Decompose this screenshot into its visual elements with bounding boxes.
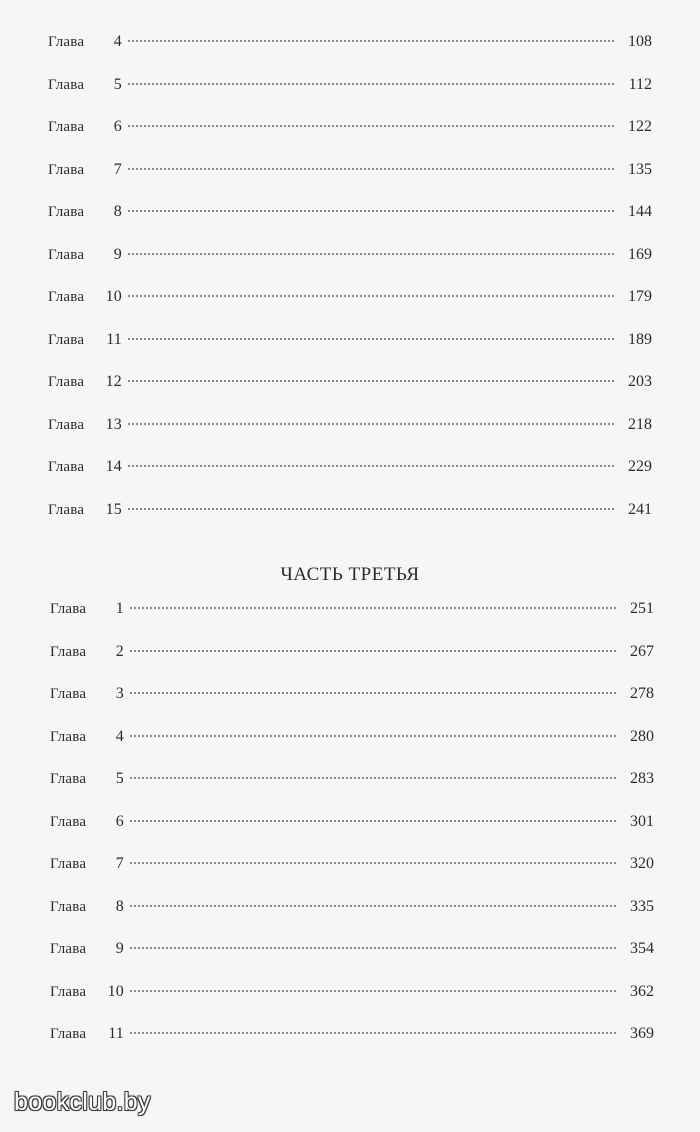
chapter-number: 6 (113, 118, 122, 135)
dot-leader (130, 862, 616, 864)
chapter-number: 12 (105, 373, 122, 390)
toc-entry (50, 855, 654, 898)
page-number: 179 (628, 288, 652, 305)
chapter-word: Глава (50, 941, 87, 957)
chapter-number: 4 (113, 33, 122, 50)
toc-entry (48, 203, 652, 246)
dot-leader (128, 168, 614, 170)
chapter-number: 1 (115, 600, 124, 617)
dot-leader (128, 125, 614, 127)
dot-leader (128, 338, 614, 340)
toc-entry (50, 685, 654, 728)
page-number: 241 (628, 500, 652, 518)
chapter-label (50, 770, 124, 788)
dot-leader (128, 423, 614, 425)
dot-leader (128, 508, 614, 510)
chapter-word: Глава (48, 501, 85, 518)
chapter-word: Глава (50, 728, 87, 745)
dot-leader (128, 380, 614, 382)
toc-entry (50, 1025, 654, 1068)
chapter-label (48, 161, 122, 179)
page-number: 108 (628, 33, 652, 50)
chapter-number: 5 (113, 75, 122, 93)
toc-entry (48, 331, 652, 374)
chapter-label (50, 940, 124, 958)
toc-entry (50, 940, 654, 983)
page-number: 320 (630, 855, 654, 872)
page-number: 362 (630, 982, 654, 1000)
dot-leader (130, 692, 616, 694)
chapter-label (48, 458, 122, 476)
chapter-number: 8 (115, 897, 124, 915)
page-number: 267 (630, 642, 654, 660)
chapter-word: Глава (50, 898, 87, 915)
part-three-heading: ЧАСТЬ ТРЕТЬЯ (280, 564, 420, 585)
toc-entry (48, 416, 652, 459)
page-number: 135 (628, 160, 652, 178)
toc-entry (48, 246, 652, 289)
chapter-label (48, 416, 122, 434)
chapter-word: Глава (48, 34, 85, 50)
chapter-word: Глава (50, 771, 87, 787)
chapter-number: 9 (113, 245, 122, 263)
dot-leader (130, 1032, 616, 1034)
chapter-number: 10 (105, 288, 122, 305)
chapter-label (48, 203, 122, 221)
page-number: 189 (628, 330, 652, 348)
toc-entry (48, 458, 652, 501)
page-number: 335 (630, 897, 654, 915)
dot-leader (130, 947, 616, 949)
chapter-label (48, 246, 122, 264)
chapter-number: 6 (115, 812, 124, 830)
site-watermark: bookclub.by (14, 1088, 151, 1116)
dot-leader (128, 295, 614, 297)
chapter-label (48, 501, 122, 519)
chapter-number: 8 (113, 203, 122, 220)
dot-leader (130, 607, 616, 609)
dot-leader (128, 83, 614, 85)
toc-entry (50, 728, 654, 771)
page-number: 218 (628, 415, 652, 433)
dot-leader (128, 253, 614, 255)
toc-entry (48, 288, 652, 331)
chapter-label (48, 373, 122, 391)
page-number: 112 (628, 75, 652, 93)
toc-entry (48, 501, 652, 544)
page-number: 122 (628, 118, 652, 135)
chapter-word: Глава (50, 983, 87, 1000)
page-number: 369 (630, 1025, 654, 1042)
toc-entry (48, 118, 652, 161)
chapter-word: Глава (48, 289, 85, 305)
chapter-label (50, 898, 124, 916)
chapter-word: Глава (50, 643, 87, 660)
chapter-number: 11 (108, 1025, 124, 1042)
chapter-word: Глава (48, 76, 85, 93)
dot-leader (130, 820, 616, 822)
chapter-word: Глава (50, 601, 87, 617)
chapter-number: 2 (115, 642, 124, 660)
page-number: 354 (630, 940, 654, 957)
toc-entry (50, 813, 654, 856)
chapter-number: 15 (105, 500, 122, 518)
chapter-number: 11 (106, 330, 122, 348)
chapter-label (48, 118, 122, 136)
toc-entry (48, 161, 652, 204)
toc-entry (50, 643, 654, 686)
page-number: 280 (630, 727, 654, 745)
page-number: 301 (630, 812, 654, 830)
dot-leader (128, 40, 614, 42)
chapter-label (50, 813, 124, 831)
toc-entry (48, 76, 652, 119)
chapter-word: Глава (48, 246, 85, 263)
dot-leader (130, 905, 616, 907)
toc-list-part-three (50, 600, 654, 1068)
chapter-label (50, 983, 124, 1001)
page-number: 203 (628, 373, 652, 390)
chapter-label (50, 643, 124, 661)
chapter-word: Глава (48, 119, 85, 135)
toc-entry (48, 373, 652, 416)
chapter-word: Глава (50, 686, 87, 702)
chapter-number: 9 (115, 940, 124, 957)
chapter-number: 14 (105, 458, 122, 475)
chapter-label (48, 288, 122, 306)
dot-leader (128, 210, 614, 212)
chapter-word: Глава (48, 374, 85, 390)
chapter-number: 3 (115, 685, 124, 702)
dot-leader (130, 990, 616, 992)
dot-leader (130, 650, 616, 652)
chapter-word: Глава (50, 1026, 87, 1042)
chapter-number: 13 (105, 415, 122, 433)
chapter-number: 4 (115, 727, 124, 745)
page-number: 144 (628, 203, 652, 220)
page-number: 169 (628, 245, 652, 263)
chapter-word: Глава (48, 204, 85, 220)
chapter-number: 7 (113, 160, 122, 178)
toc-entry (50, 898, 654, 941)
chapter-label (50, 600, 124, 618)
chapter-number: 7 (115, 855, 124, 872)
chapter-word: Глава (48, 331, 85, 348)
chapter-word: Глава (50, 856, 87, 872)
page-number: 251 (630, 600, 654, 617)
toc-entry (50, 983, 654, 1026)
dot-leader (128, 465, 614, 467)
chapter-label (50, 685, 124, 703)
dot-leader (130, 777, 616, 779)
page-number: 283 (630, 770, 654, 787)
chapter-label (48, 33, 122, 51)
chapter-word: Глава (48, 459, 85, 475)
chapter-label (48, 331, 122, 349)
toc-list-part-two (48, 33, 652, 543)
chapter-label (48, 76, 122, 94)
chapter-word: Глава (48, 416, 85, 433)
chapter-word: Глава (48, 161, 85, 178)
dot-leader (130, 735, 616, 737)
page-number: 278 (630, 685, 654, 702)
toc-entry (50, 770, 654, 813)
page-number: 229 (628, 458, 652, 475)
toc-entry (48, 33, 652, 76)
chapter-number: 10 (107, 982, 124, 1000)
chapter-word: Глава (50, 813, 87, 830)
chapter-label (50, 855, 124, 873)
toc-entry (50, 600, 654, 643)
chapter-label (50, 1025, 124, 1043)
chapter-label (50, 728, 124, 746)
chapter-number: 5 (115, 770, 124, 787)
